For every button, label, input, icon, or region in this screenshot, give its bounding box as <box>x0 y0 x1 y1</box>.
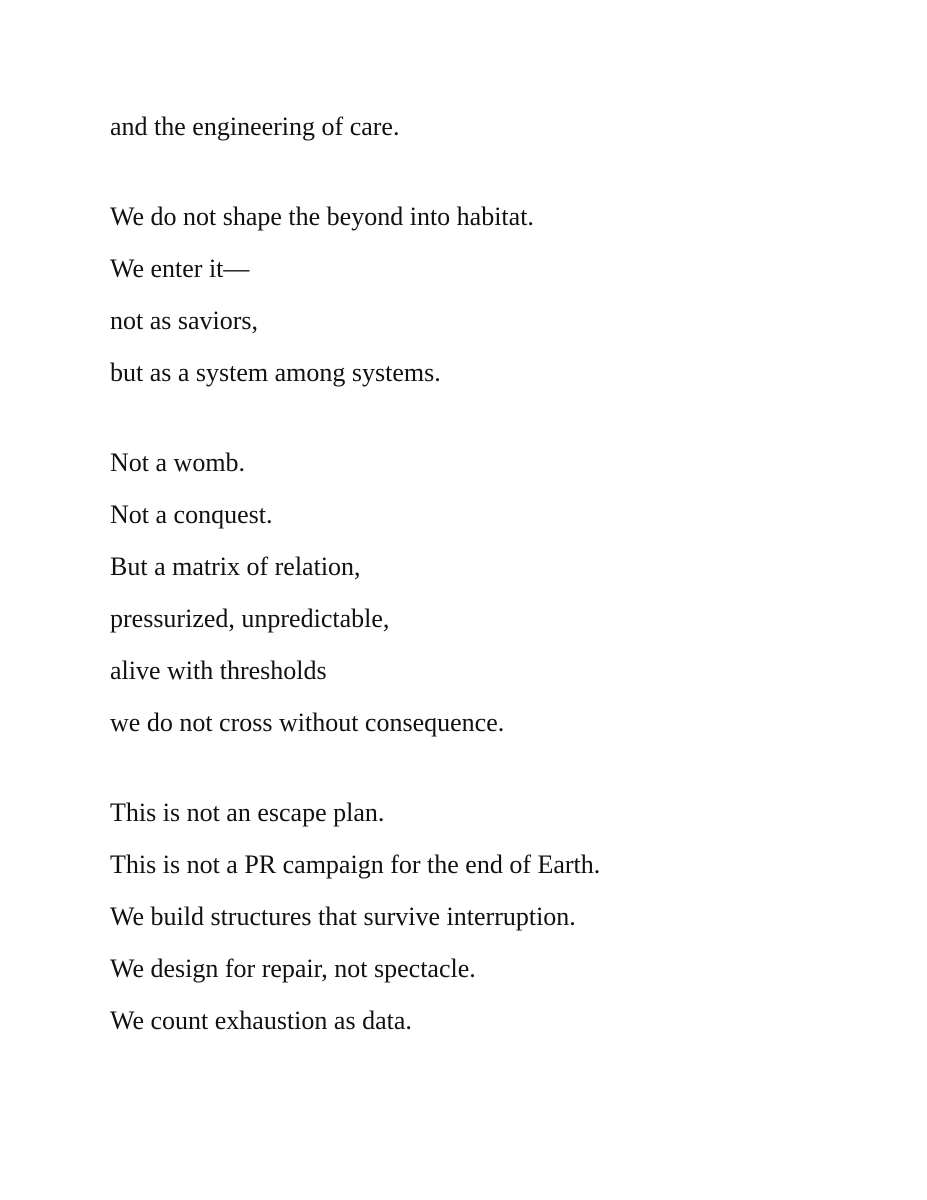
poem-text <box>110 107 890 1053</box>
stanza-break <box>110 755 890 793</box>
poem-line: But a matrix of relation, <box>110 552 361 581</box>
poem-line: we do not cross without consequence. <box>110 708 505 737</box>
poem-line: We build structures that survive interruption. <box>110 902 576 931</box>
stanza-3 <box>110 443 890 755</box>
poem-line: We do not shape the beyond into habitat. <box>110 202 534 231</box>
poem-line: not as saviors, <box>110 306 259 335</box>
poem-line: This is not a PR campaign for the end of Earth. <box>110 850 601 879</box>
poem-line: This is not an escape plan. <box>110 798 385 827</box>
stanza-break <box>110 405 890 443</box>
poem-line: We enter it— <box>110 254 250 283</box>
poem-line: but as a system among systems. <box>110 358 441 387</box>
poem-line: We count exhaustion as data. <box>110 1006 412 1035</box>
poem-line: alive with thresholds <box>110 656 327 685</box>
stanza-1 <box>110 107 890 159</box>
poem-line: pressurized, unpredictable, <box>110 604 390 633</box>
stanza-4 <box>110 793 890 1053</box>
stanza-2 <box>110 197 890 405</box>
stanza-break <box>110 159 890 197</box>
poem-line: Not a conquest. <box>110 500 273 529</box>
poem-line: We design for repair, not spectacle. <box>110 954 476 983</box>
poem-line: Not a womb. <box>110 448 246 477</box>
poem-line: and the engineering of care. <box>110 112 400 141</box>
